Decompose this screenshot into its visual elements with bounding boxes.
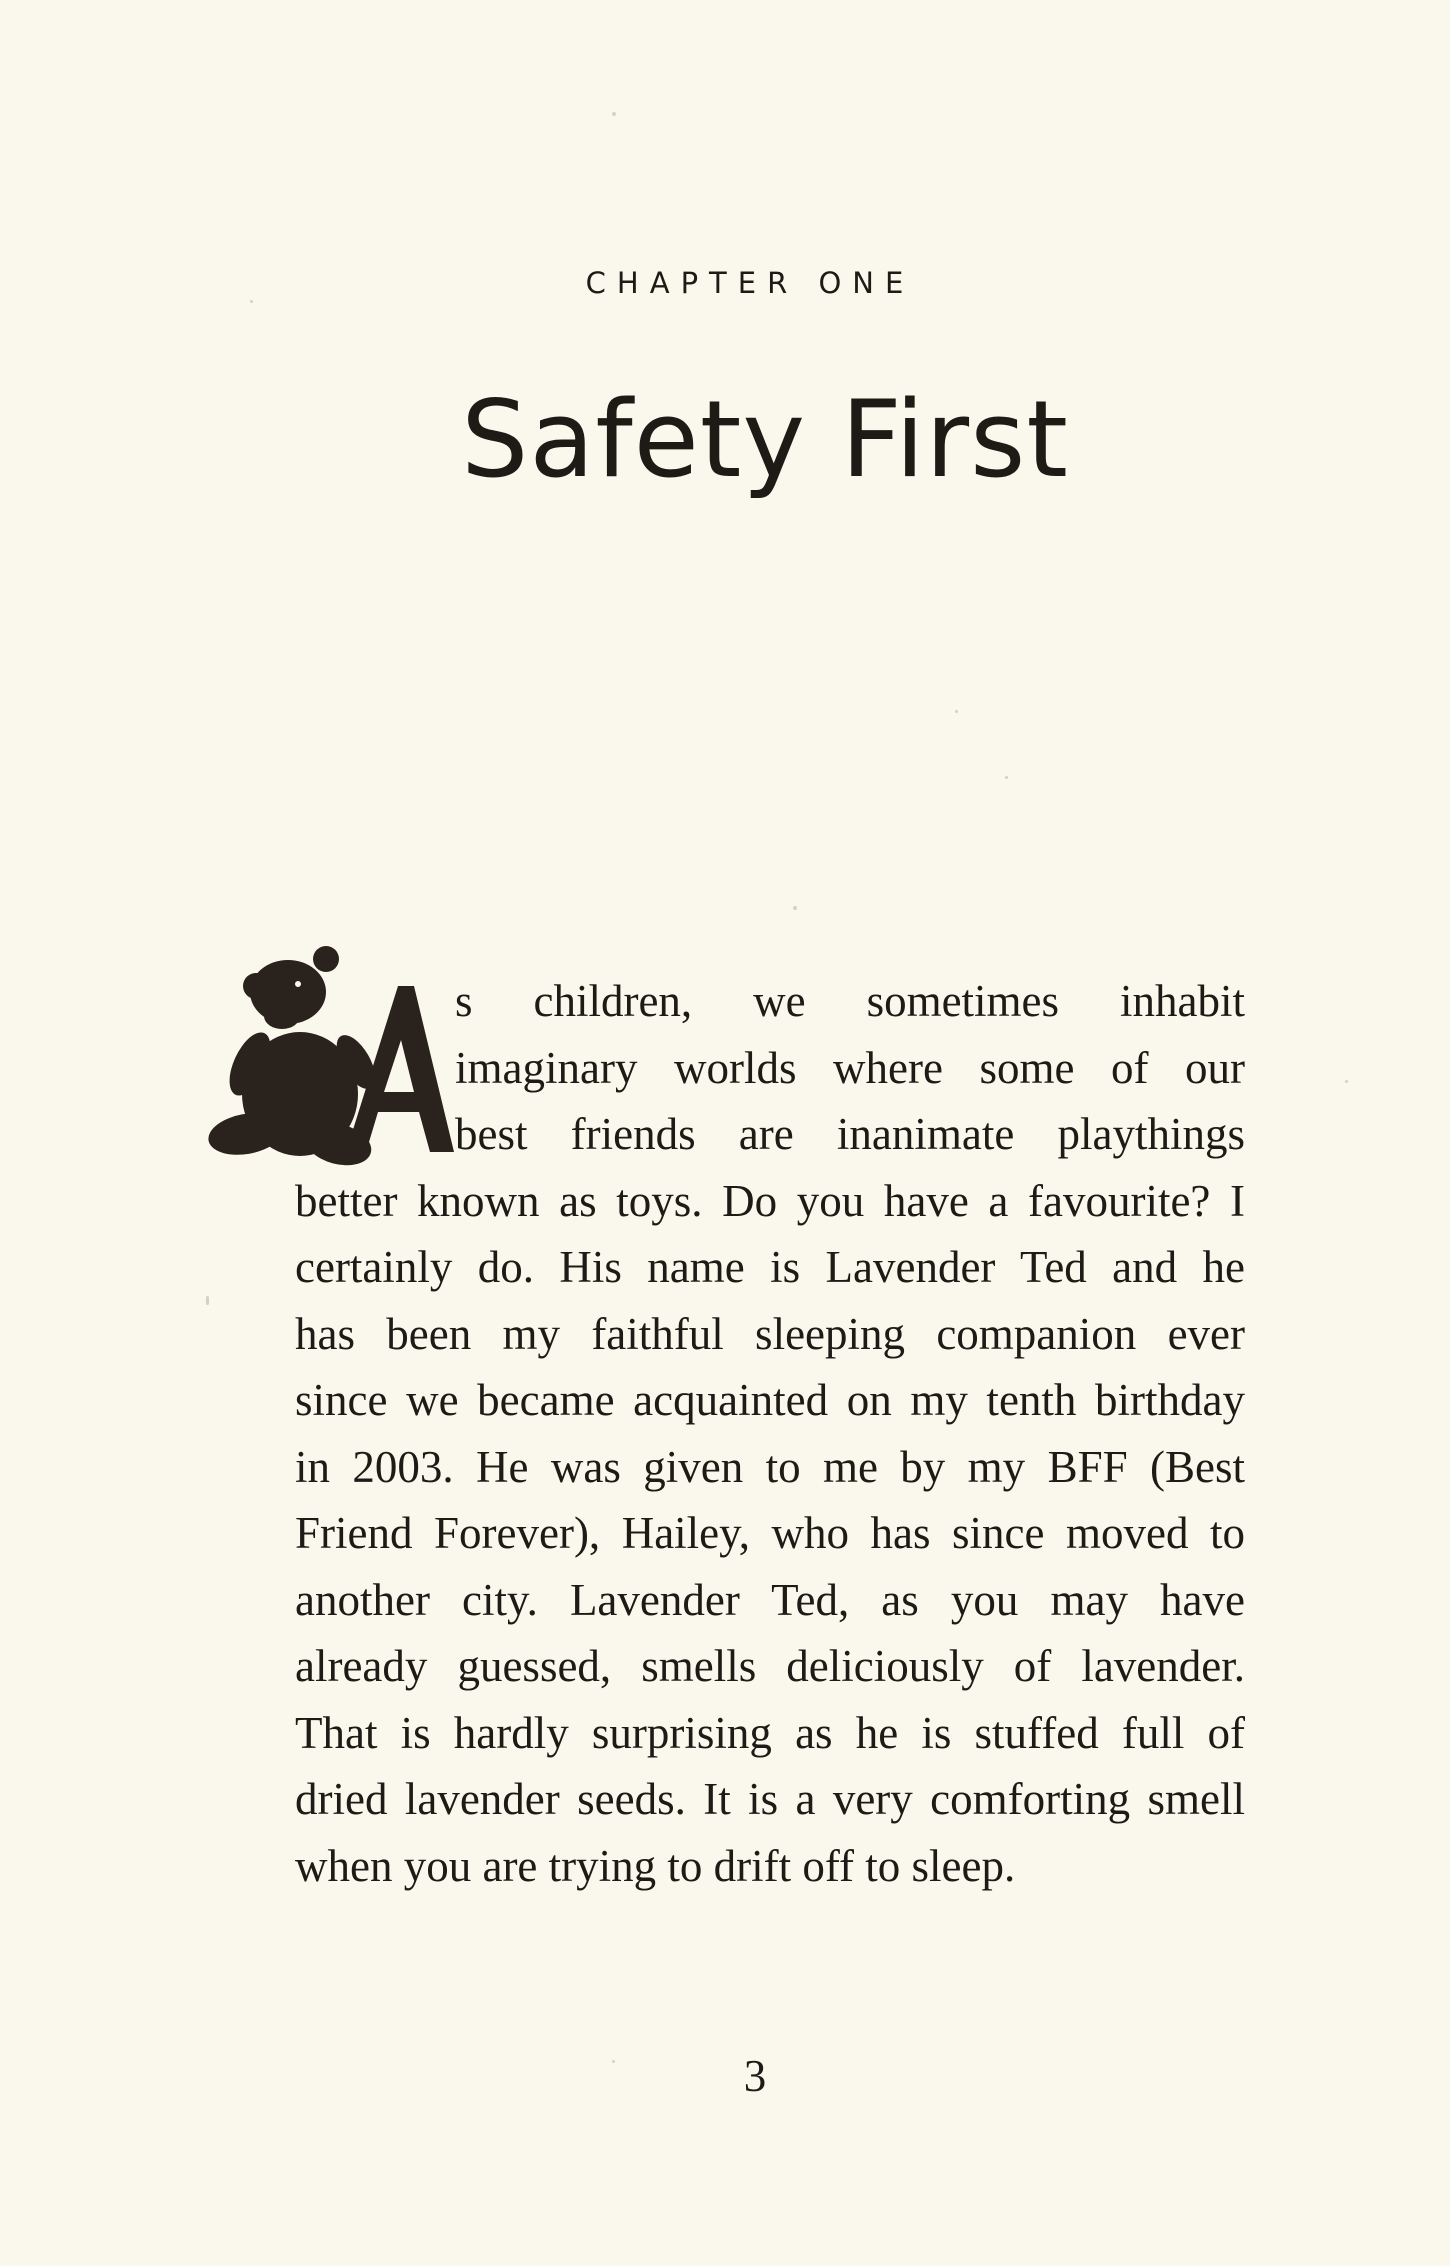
- text-line: in 2003. He was given to me by my BFF (Best: [295, 1441, 1245, 1492]
- text-line: best friends are inanimate playthings: [455, 1109, 1245, 1159]
- paper-speck: [1345, 1080, 1348, 1083]
- paper-speck: [793, 906, 797, 910]
- text-line: Friend Forever), Hailey, who has since moved to: [295, 1508, 1245, 1558]
- page-number: 3: [743, 2051, 767, 2101]
- body-text: [295, 968, 1245, 1899]
- text-line: s children, we sometimes inhabit: [455, 976, 1245, 1026]
- chapter-title: Safety First: [461, 378, 1069, 501]
- paper-speck: [206, 1296, 209, 1305]
- text-line: already guessed, smells deliciously of lavender.: [295, 1641, 1245, 1691]
- paper-speck: [612, 2060, 615, 2063]
- text-line: another city. Lavender Ted, as you may have: [295, 1574, 1245, 1625]
- paper-speck: [955, 710, 958, 713]
- text-line: has been my faithful sleeping companion ever: [295, 1308, 1245, 1359]
- paper-speck: [612, 112, 616, 116]
- text-line: since we became acquainted on my tenth birthday: [295, 1375, 1245, 1425]
- text-line: certainly do. His name is Lavender Ted and he: [295, 1242, 1245, 1292]
- text-line: dried lavender seeds. It is a very comforting smell: [295, 1774, 1245, 1824]
- text-line: imaginary worlds where some of our: [455, 1042, 1245, 1093]
- paper-speck: [250, 300, 253, 303]
- chapter-label: CHAPTER ONE: [585, 266, 915, 300]
- text-line: That is hardly surprising as he is stuffed full of: [295, 1707, 1245, 1758]
- paper-speck: [1005, 776, 1008, 779]
- text-line: when you are trying to drift off to sleep.: [295, 1840, 1016, 1891]
- text-line: better known as toys. Do you have a favourite? I: [295, 1175, 1245, 1226]
